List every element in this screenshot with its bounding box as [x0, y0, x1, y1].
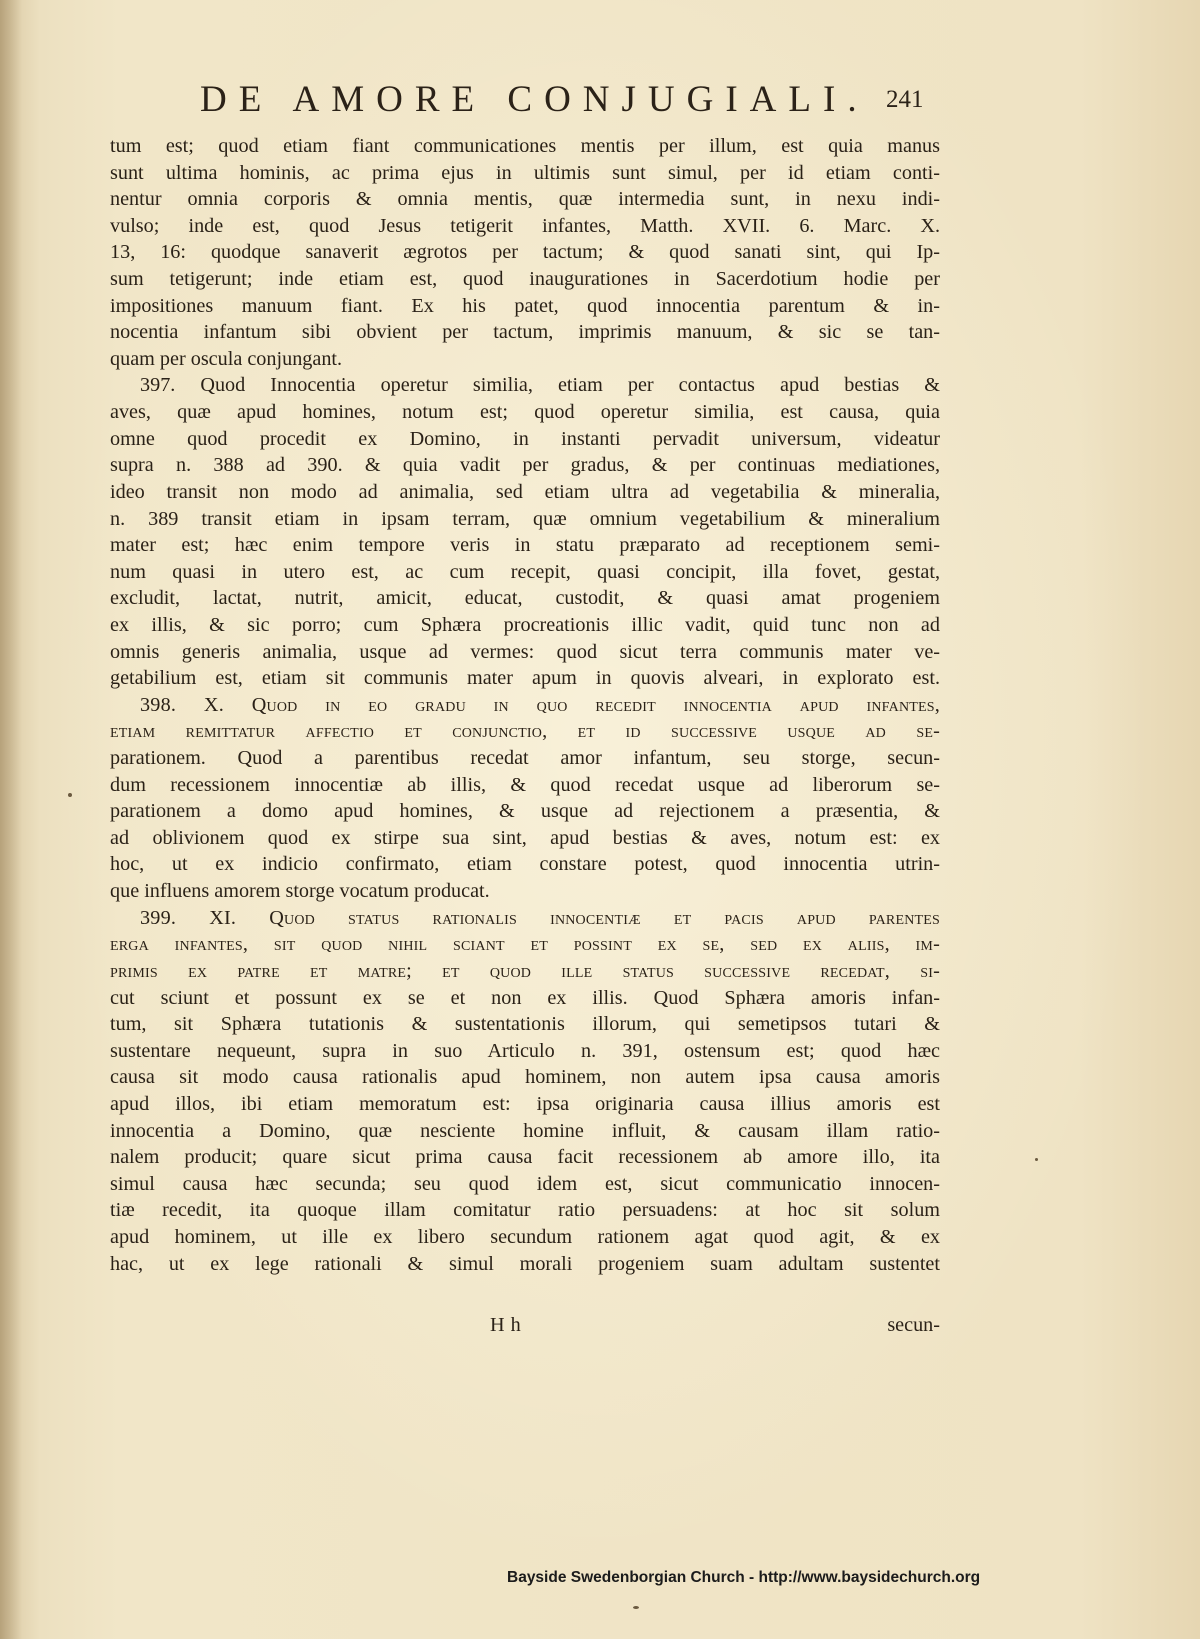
- text-line: supra n. 388 ad 390. & quia vadit per gradus, & per continuas mediationes,: [110, 454, 940, 477]
- text-line: ex illis, & sic porro; cum Sphæra procreationis illic vadit, quid tunc non ad: [110, 613, 940, 636]
- text-line: parationem. Quod a parentibus recedat amor infantum, seu storge, secun-: [110, 747, 940, 770]
- text-line: tiæ recedit, ita quoque illam comitatur ratio persuadens: at hoc sit solum: [110, 1199, 940, 1222]
- text-line: vulso; inde est, quod Jesus tetigerit infantes, Matth. XVII. 6. Marc. X.: [110, 214, 940, 237]
- text-line: omnis generis animalia, usque ad vermes: quod sicut terra communis mater ve-: [110, 640, 940, 663]
- text-line: getabilium est, etiam sit communis mater apum in quovis alveari, in explorato est.: [110, 667, 940, 690]
- text-line: num quasi in utero est, ac cum recepit, quasi concipit, illa fovet, gestat,: [110, 560, 940, 583]
- paragraph-399-heading-cont: erga infantes, sit quod nihil sciant et possint ex se, sed ex aliis, im-: [110, 933, 940, 956]
- paragraph-397-start: 397. Quod Innocentia operetur similia, etiam per contactus apud bestias &: [140, 374, 940, 397]
- text-line: sunt ultima hominis, ac prima ejus in ultimis sunt simul, per id etiam conti-: [110, 161, 940, 184]
- text-line: sustentare nequeunt, supra in suo Articulo n. 391, ostensum est; quod hæc: [110, 1039, 940, 1062]
- page-header: [200, 78, 980, 128]
- text-line: tum, sit Sphæra tutationis & sustentationis illorum, qui semetipsos tutari &: [110, 1013, 940, 1036]
- body-text: [110, 133, 940, 1277]
- page-number: 241: [886, 86, 924, 113]
- footer-credit: Bayside Swedenborgian Church - http://www.baysidechurch.org: [507, 1569, 981, 1586]
- page-gutter-shadow: [0, 0, 22, 1639]
- paper-speck: [1035, 1158, 1038, 1161]
- text-line: aves, quæ apud homines, notum est; quod operetur similia, est causa, quia: [110, 401, 940, 424]
- text-line: apud hominem, ut ille ex libero secundum rationem agat quod agit, & ex: [110, 1225, 940, 1248]
- text-line: nentur omnia corporis & omnia mentis, quæ intermedia sunt, in nexu indi-: [110, 188, 940, 211]
- text-line: hoc, ut ex indicio confirmato, etiam constare potest, quod innocentia utrin-: [110, 853, 940, 876]
- text-line: omne quod procedit ex Domino, in instanti pervadit universum, videatur: [110, 427, 940, 450]
- catchword: secun-: [887, 1314, 940, 1336]
- text-line: mater est; hæc enim tempore veris in statu præparato ad receptionem semi-: [110, 534, 940, 557]
- text-line: excludit, lactat, nutrit, amicit, educat, custodit, & quasi amat progeniem: [110, 587, 940, 610]
- text-line: cut sciunt et possunt ex se et non ex illis. Quod Sphæra amoris infan-: [110, 986, 940, 1009]
- text-line: parationem a domo apud homines, & usque ad rejectionem a præsentia, &: [110, 800, 940, 823]
- text-line: apud illos, ibi etiam memoratum est: ipsa originaria causa illius amoris est: [110, 1092, 940, 1115]
- paper-speck: [633, 1606, 639, 1609]
- text-line: ideo transit non modo ad animalia, sed etiam ultra ad vegetabilia & mineralia,: [110, 480, 940, 503]
- page-footer-line: [110, 1312, 940, 1338]
- text-line: dum recessionem innocentiæ ab illis, & quod recedat usque ad liberorum se-: [110, 773, 940, 796]
- text-line: ad oblivionem quod ex stirpe sua sint, apud bestias & aves, notum est: ex: [110, 826, 940, 849]
- text-line: causa sit modo causa rationalis apud hominem, non autem ipsa causa amoris: [110, 1066, 940, 1089]
- running-title: DE AMORE CONJUGIALI.: [200, 79, 869, 120]
- paragraph-399-heading-cont: primis ex patre et matre; et quod ille status successive recedat, si-: [110, 959, 940, 982]
- paragraph-399-heading: 399. XI. Quod status rationalis innocentiæ et pacis apud parentes: [140, 906, 940, 929]
- text-line: impositiones manuum fiant. Ex his patet, quod innocentia parentum & in-: [110, 294, 940, 317]
- text-line: simul causa hæc secunda; seu quod idem est, sicut communicatio innocen-: [110, 1172, 940, 1195]
- paper-speck: [68, 793, 72, 797]
- text-line: innocentia a Domino, quæ nesciente homine influit, & causam illam ratio-: [110, 1119, 940, 1142]
- text-line: n. 389 transit etiam in ipsam terram, quæ omnium vegetabilium & mineralium: [110, 507, 940, 530]
- paragraph-398-heading: 398. X. Quod in eo gradu in quo recedit innocentia apud infantes,: [140, 693, 940, 716]
- text-line: sum tetigerunt; inde etiam est, quod inaugurationes in Sacerdotium hodie per: [110, 268, 940, 291]
- text-line: que influens amorem storge vocatum producat.: [110, 880, 490, 903]
- text-line: hac, ut ex lege rationali & simul morali progeniem suam adultam sustentet: [110, 1252, 940, 1275]
- signature-mark: Hh: [490, 1314, 527, 1336]
- text-line: nalem producit; quare sicut prima causa facit recessionem ab amore illo, ita: [110, 1146, 940, 1169]
- paragraph-398-heading-cont: etiam remittatur affectio et conjunctio, et id successive usque ad se-: [110, 720, 940, 743]
- text-line: tum est; quod etiam fiant communicationes mentis per illum, est quia manus: [110, 135, 940, 157]
- text-line: quam per oscula conjungant.: [110, 347, 343, 370]
- text-line: 13, 16: quodque sanaverit ægrotos per tactum; & quod sanati sint, qui Ip-: [110, 241, 940, 264]
- text-line: nocentia infantum sibi obvient per tactum, imprimis manuum, & sic se tan-: [110, 321, 940, 344]
